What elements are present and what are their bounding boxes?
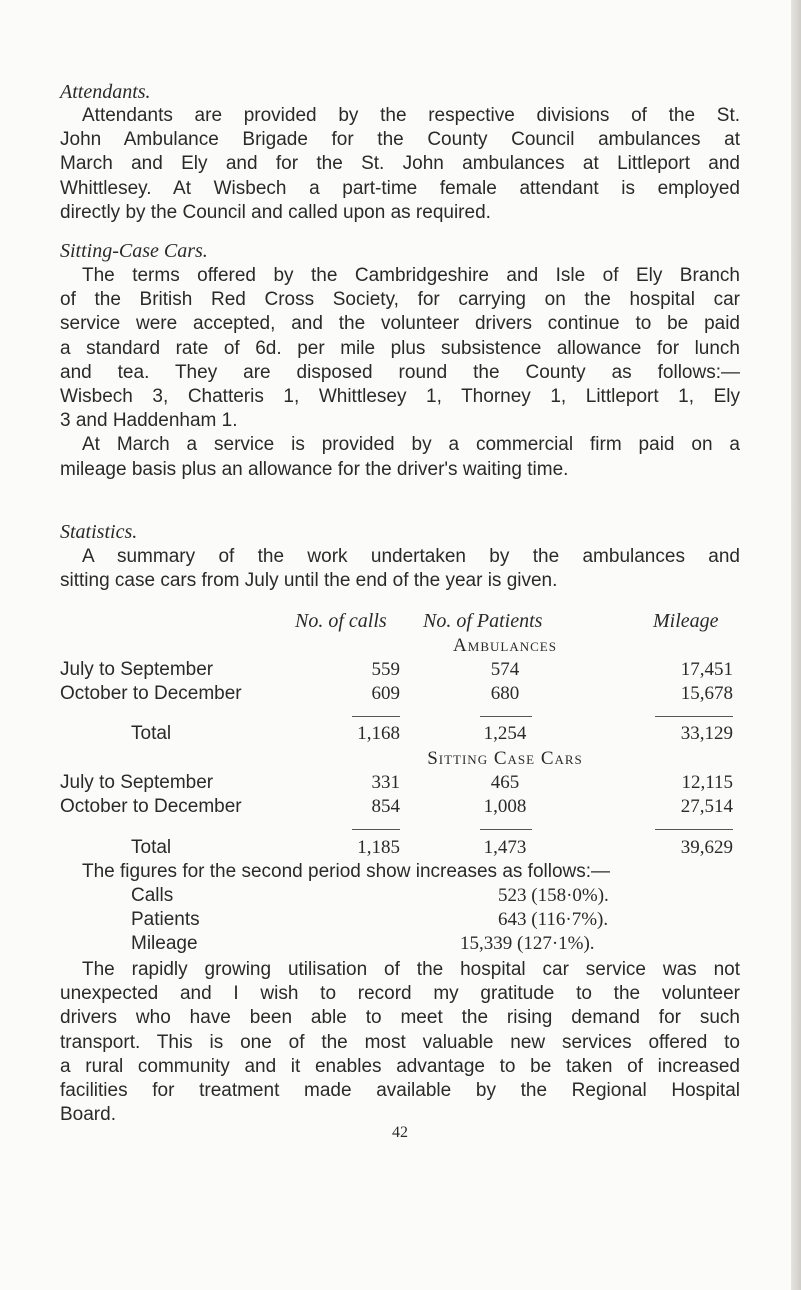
increase-label: Patients (131, 909, 200, 930)
subtotal-rule (655, 716, 733, 717)
paragraph-line: At March a service is provided by a commercial firm paid on a (82, 434, 740, 456)
paragraph-line: a standard rate of 6d. per mile plus subsistence allowance for lunch (60, 337, 740, 359)
increase-value: 643 (116·7%). (498, 909, 609, 930)
column-header-patients: No. of Patients (423, 610, 543, 632)
cell-mileage: 12,115 (681, 772, 733, 793)
increase-label: Calls (131, 885, 174, 906)
sitting-case-heading: Sitting-Case Cars. (60, 240, 208, 262)
sitting-case-paragraph (60, 264, 740, 482)
cell-patients: 1,008 (483, 796, 527, 817)
subtotal-rule (480, 716, 532, 717)
column-header-calls: No. of calls (295, 610, 387, 632)
row-label: July to September (60, 772, 214, 793)
row-label: October to December (60, 796, 242, 817)
paragraph-line: directly by the Council and called upon as required. (60, 201, 491, 223)
closing-paragraph (60, 958, 740, 1127)
increase-value: 15,339 (127·1%). (460, 933, 595, 954)
paragraph-line: John Ambulance Brigade for the County Council ambulances at (60, 129, 740, 151)
paragraph-line: drivers who have been able to meet the rising demand for such (60, 1007, 740, 1029)
cell-patients: 574 (490, 659, 520, 680)
cell-calls: 331 (371, 772, 400, 793)
total-patients: 1,473 (483, 837, 527, 858)
paragraph-line: transport. This is one of the most valuable new services offered to (60, 1031, 740, 1053)
paragraph-line: sitting case cars from July until the end of the year is given. (60, 570, 558, 592)
cell-mileage: 17,451 (680, 659, 733, 680)
paragraph-line: Attendants are provided by the respective divisions of the St. (82, 105, 740, 126)
total-label: Total (131, 837, 172, 858)
total-patients: 1,254 (483, 723, 527, 744)
attendants-paragraph (60, 104, 740, 225)
paragraph-line: unexpected and I wish to record my gratitude to the volunteer (60, 983, 740, 1005)
paragraph-line: The terms offered by the Cambridgeshire and Isle of Ely Branch (82, 265, 740, 286)
paragraph-line: facilities for treatment made available by the Regional Hospital (60, 1080, 740, 1102)
statistics-paragraph (60, 545, 740, 593)
subtotal-rule (352, 829, 400, 830)
paragraph-line: Wisbech 3, Chatteris 1, Whittlesey 1, Thorney 1, Littleport 1, Ely (60, 386, 740, 408)
total-calls: 1,185 (357, 837, 400, 858)
section-title-sitting-case-cars: Sitting Case Cars (427, 748, 583, 769)
total-label: Total (131, 723, 172, 744)
total-mileage: 39,629 (680, 837, 733, 858)
cell-patients: 680 (490, 683, 520, 704)
paragraph-line: mileage basis plus an allowance for the driver's waiting time. (60, 458, 569, 480)
increases-intro: The figures for the second period show increases as follows:— (82, 861, 611, 882)
total-calls: 1,168 (357, 723, 400, 744)
paragraph-line: Board. (60, 1104, 116, 1126)
section-title-ambulances: Ambulances (453, 635, 557, 656)
paragraph-line: a rural community and it enables advantage to be taken of increased (60, 1055, 740, 1077)
cell-mileage: 15,678 (680, 683, 733, 704)
subtotal-rule (480, 829, 532, 830)
paragraph-line: of the British Red Cross Society, for carrying on the hospital car (60, 289, 740, 311)
paragraph-line: and tea. They are disposed round the County as follows:— (60, 361, 740, 383)
page-number: 42 (392, 1124, 408, 1141)
attendants-heading: Attendants. (60, 81, 151, 103)
paragraph-line: A summary of the work undertaken by the ambulances and (82, 546, 740, 567)
cell-mileage: 27,514 (680, 796, 733, 817)
cell-patients: 465 (490, 772, 520, 793)
increase-value: 523 (158·0%). (498, 885, 609, 906)
subtotal-rule (655, 829, 733, 830)
row-label: July to September (60, 659, 214, 680)
paragraph-line: March and Ely and for the St. John ambulances at Littleport and (60, 153, 740, 175)
total-mileage: 33,129 (680, 723, 733, 744)
cell-calls: 854 (371, 796, 400, 817)
paragraph-line: 3 and Haddenham 1. (60, 410, 238, 432)
paragraph-line: Whittlesey. At Wisbech a part-time female attendant is employed (60, 177, 740, 199)
cell-calls: 559 (371, 659, 400, 680)
row-label: October to December (60, 683, 242, 704)
paragraph-line: The rapidly growing utilisation of the hospital car service was not (82, 959, 740, 980)
paragraph-line: service were accepted, and the volunteer drivers continue to be paid (60, 313, 740, 335)
column-header-mileage: Mileage (653, 610, 719, 632)
statistics-heading: Statistics. (60, 521, 138, 543)
increase-label: Mileage (131, 933, 198, 954)
page-edge-shadow (791, 0, 801, 1290)
subtotal-rule (352, 716, 400, 717)
cell-calls: 609 (371, 683, 400, 704)
